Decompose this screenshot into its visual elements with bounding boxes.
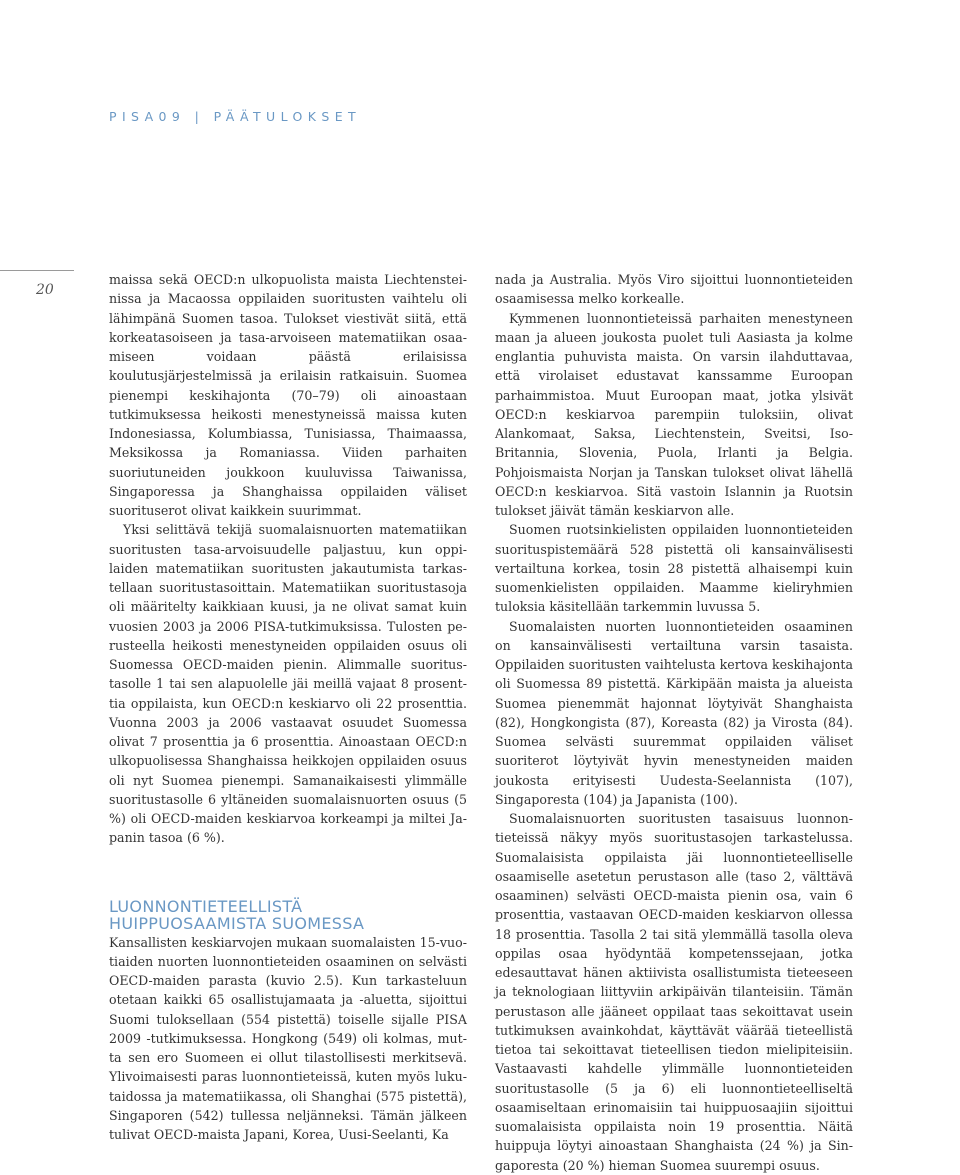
left-column bbox=[109, 270, 467, 1144]
page-number-rule bbox=[0, 270, 74, 271]
section-heading-line: HUIPPUOSAAMISTA SUOMESSA bbox=[109, 914, 365, 933]
body-paragraph: nada ja Australia. Myös Viro sijoittui luonnontieteiden osaamisessa melko korkealle. bbox=[495, 272, 853, 307]
body-paragraph: Suomalaisnuorten suoritusten tasaisuus luonnontieteissä näkyy myös suoritustasojen tarkastelussa. Suomalaisista oppilaista jäi luonnontieteelliselle osaamiselle asetetun perustason alle (taso 2, välttävä osaaminen) selvästi OECD-maista pienin osa, vain 6 prosenttia, vastaavan OECD-maiden keskiarvon ollessa 18 prosenttia. Tasolla 2 tai sitä ylemmällä tasolla oleva oppilas osaa hyödyntää kompetenssejaan, jotka edesauttavat hänen aktiivista osallistumista tieteeseen ja teknologiaan liittyviin arkipäivän tilanteisiin. Tämän perustason alle jääneet oppilaat taas sekoittavat usein tutkimuksen avainkohdat, käyttävät väärää tieteellistä tietoa tai sekoittavat tieteellisen tiedon mielipiteisiin. Vastaavasti kahdelle ylimmälle luonnontieteiden suoritustasolle (5 ja 6) eli luonnontieteelliseltä osaamiseltaan erinomaisiin tai huippuosaajiin sijoittui suomalaisista oppilaista noin 19 prosenttia. Näitä huippuja löytyi ainoastaan Shanghaista (24 %) ja Singaporesta (20 %) hieman Suomea suurempi osuus. bbox=[495, 811, 853, 1173]
page-number: 20 bbox=[36, 282, 54, 298]
body-paragraph: Suomen ruotsinkielisten oppilaiden luonnontieteiden suorituspistemäärä 528 pistettä oli kansainvälisesti vertailtuna korkea, tosin 28 pistettä alhaisempi kuin suomenkielisten oppilaiden. Maamme kieliryhmien tuloksia käsitellään tarkemmin luvussa 5. bbox=[495, 522, 853, 615]
body-paragraph: maissa sekä OECD:n ulkopuolista maista Liechtensteinissa ja Macaossa oppilaiden suoritusten vaihtelu oli lähimpänä Suomen tasoa. Tulokset viestivät siitä, että korkeatasoiseen ja tasa-arvoiseen matematiikan osaamiseen voidaan päästä erilaisissa koulutusjärjestelmissä ja erilaisin ratkaisuin. Suomea pienempi keskihajonta (70–79) oli ainoastaan tutkimuksessa heikosti menestyneissä maissa kuten Indonesiassa, Kolumbiassa, Tunisiassa, Thaimaassa, Meksikossa ja Romaniassa. Viiden parhaiten suoriutuneiden joukkoon kuuluvissa Taiwanissa, Singaporessa ja Shanghaissa oppilaiden väliset suorituserot olivat kaikkein suurimmat. bbox=[109, 272, 467, 518]
body-paragraph: Yksi selittävä tekijä suomalaisnuorten matematiikan suoritusten tasa-arvoisuudelle paljastuu, kun oppilaiden matematiikan suoritusten jakautumista tarkastellaan suoritustasoittain. Matematiikan suoritustasoja oli määritelty kaikkiaan kuusi, ja ne olivat samat kuin vuosien 2003 ja 2006 PISA-tutkimuksissa. Tulosten perusteella heikosti menestyneiden oppilaiden osuus oli Suomessa OECD-maiden pienin. Alimmalle suoritustasolle 1 tai sen alapuolelle jäi meillä vajaat 8 prosenttia oppilaista, kun OECD:n keskiarvo oli 22 prosenttia. Vuonna 2003 ja 2006 vastaavat osuudet Suomessa olivat 7 prosenttia ja 6 prosenttia. Ainoastaan OECD:n ulkopuolisessa Shanghaissa heikkojen oppilaiden osuus oli nyt Suomea pienempi. Samanaikaisesti ylimmälle suoritustasolle 6 yltäneiden suomalaisnuorten osuus (5 %) oli OECD-maiden keskiarvoa korkeampi ja miltei Japanin tasoa (6 %). bbox=[109, 522, 467, 846]
running-header: PISA09 | PÄÄTULOKSET bbox=[109, 109, 362, 124]
body-paragraph: Suomalaisten nuorten luonnontieteiden osaaminen on kansainvälisesti vertailtuna varsin tasaista. Oppilaiden suoritusten vaihtelusta kertova keskihajonta oli Suomessa 89 pistettä. Kärkipään maista ja alueista Suomea pienemmät hajonnat löytyivät Shanghaista (82), Hongkongista (87), Koreasta (82) ja Virosta (84). Suomea selvästi suuremmat oppilaiden väliset suoriterot löytyivät hyvin menestyneiden maiden joukosta erityisesti Uudesta-Seelannista (107), Singaporesta (104) ja Japanista (100). bbox=[495, 618, 853, 807]
body-paragraph: Kansallisten keskiarvojen mukaan suomalaisten 15-vuotiaiden nuorten luonnontieteiden osaaminen on selvästi OECD-maiden parasta (kuvio 2.5). Kun tarkasteluun otetaan kaikki 65 osallistujamaata ja -aluetta, sijoittui Suomi tuloksellaan (554 pistettä) toiselle sijalle PISA 2009 -tutkimuksessa. Hongkong (549) oli kolmas, mutta sen ero Suomeen ei ollut tilastollisesti merkitsevä. Ylivoimaisesti paras luonnontieteissä, kuten myös lukutaidossa ja matematiikassa, oli Shanghai (575 pistettä), Singaporen (542) tullessa neljänneksi. Tämän jälkeen tulivat OECD-maista Japani, Korea, Uusi-Seelanti, Ka bbox=[109, 934, 467, 1142]
section-heading bbox=[109, 898, 467, 933]
section-heading-line: LUONNONTIETEELLISTÄ bbox=[109, 896, 303, 916]
right-column bbox=[495, 270, 853, 1175]
body-paragraph: Kymmenen luonnontieteissä parhaiten menestyneen maan ja alueen joukosta puolet tuli Aasiasta ja kolme englantia puhuvista maista. On varsin ilahduttavaa, että virolaiset edustavat kanssamme Euroopan parhaimmistoa. Muut Euroopan maat, jotka ylsivät OECD:n keskiarvoa parempiin tuloksiin, olivat Alankomaat, Saksa, Liechtenstein, Sveitsi, Iso-Britannia, Slovenia, Puola, Irlanti ja Belgia. Pohjoismaista Norjan ja Tanskan tulokset olivat lähellä OECD:n keskiarvoa. Sitä vastoin Islannin ja Ruotsin tulokset jäivät tämän keskiarvon alle. bbox=[495, 310, 853, 518]
